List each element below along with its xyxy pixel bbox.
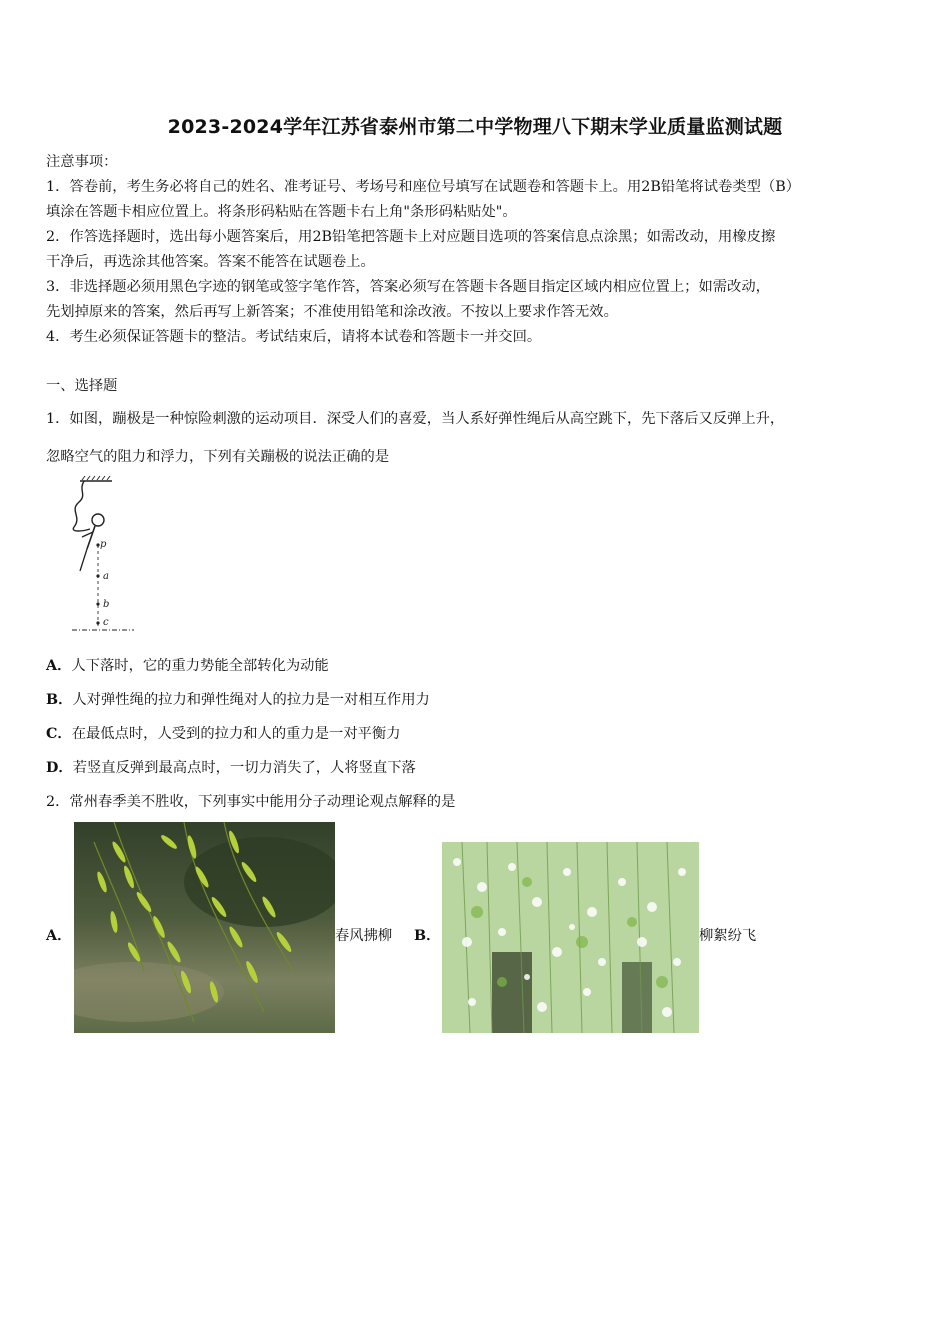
question-1-line: 1．如图，蹦极是一种惊险刺激的运动项目．深受人们的喜爱，当人系好弹性绳后从高空跳下，先下落后又反弹上升， <box>46 411 785 427</box>
notes-line: 1．答卷前，考生务必将自己的姓名、准考证号、考场号和座位号填写在试题卷和答题卡上。用2B铅笔将试卷类型（B） <box>46 179 801 195</box>
option-d[interactable] <box>46 757 416 777</box>
point-c-dot <box>96 621 99 624</box>
option-b[interactable] <box>46 689 430 709</box>
question-2-stem: 2．常州春季美不胜收，下列事实中能用分子动理论观点解释的是 <box>46 794 456 810</box>
elastic-rope <box>73 481 90 531</box>
option-letter: C． <box>46 726 72 742</box>
option-c[interactable] <box>46 723 401 743</box>
person-head <box>92 514 104 526</box>
option-a-caption: 春风拂柳 <box>335 928 393 944</box>
notes-line: 先划掉原来的答案，然后再写上新答案；不准使用铅笔和涂改液。不按以上要求作答无效。 <box>46 304 618 320</box>
label-a: a <box>103 571 109 582</box>
section-heading: 一、选择题 <box>46 378 118 394</box>
point-a-dot <box>96 574 99 577</box>
page-title: 2023-2024学年江苏省泰州市第二中学物理八下期末学业质量监测试题 <box>167 116 783 138</box>
ceiling-hatch <box>82 476 110 480</box>
option-letter: B． <box>46 692 73 708</box>
option-text: 在最低点时，人受到的拉力和人的重力是一对平衡力 <box>71 726 401 742</box>
notes-block <box>46 150 906 350</box>
option-text: 若竖直反弹到最高点时，一切力消失了，人将竖直下落 <box>72 760 416 776</box>
notes-line: 干净后，再选涂其他答案。答案不能答在试题卷上。 <box>46 254 375 270</box>
label-b: b <box>103 599 110 610</box>
bungee-diagram <box>70 475 140 637</box>
notes-line: 3．非选择题必须用黑色字迹的钢笔或签字笔作答，答案必须写在答题卡各题目指定区域内相应位置上；如需改动， <box>46 279 770 295</box>
option-letter: D． <box>46 760 73 776</box>
person-leg <box>80 549 87 571</box>
question-1-stem <box>46 400 908 476</box>
notes-heading: 注意事项： <box>46 154 118 170</box>
option-letter: A． <box>46 658 72 674</box>
willow-photo <box>74 822 335 1033</box>
option-text: 人对弹性绳的拉力和弹性绳对人的拉力是一对相互作用力 <box>72 692 430 708</box>
catkins-photo <box>442 842 699 1033</box>
option-a-letter[interactable]: A． <box>46 928 72 944</box>
notes-line: 填涂在答题卡相应位置上。将条形码粘贴在答题卡右上角"条形码粘贴处"。 <box>46 204 517 220</box>
notes-line: 2．作答选择题时，选出每小题答案后，用2B铅笔把答题卡上对应题目选项的答案信息点涂黑；如需改动，用橡皮擦 <box>46 229 776 245</box>
question-1-line: 忽略空气的阻力和浮力，下列有关蹦极的说法正确的是 <box>46 449 390 465</box>
option-text: 人下落时，它的重力势能全部转化为动能 <box>71 658 329 674</box>
label-p: p <box>100 539 107 550</box>
option-b-caption: 柳絮纷飞 <box>699 928 757 944</box>
option-b-letter[interactable]: B． <box>414 928 441 944</box>
notes-line: 4．考生必须保证答题卡的整洁。考试结束后，请将本试卷和答题卡一并交回。 <box>46 329 542 345</box>
label-c: c <box>103 617 109 628</box>
point-b-dot <box>96 602 99 605</box>
option-a[interactable] <box>46 655 329 675</box>
